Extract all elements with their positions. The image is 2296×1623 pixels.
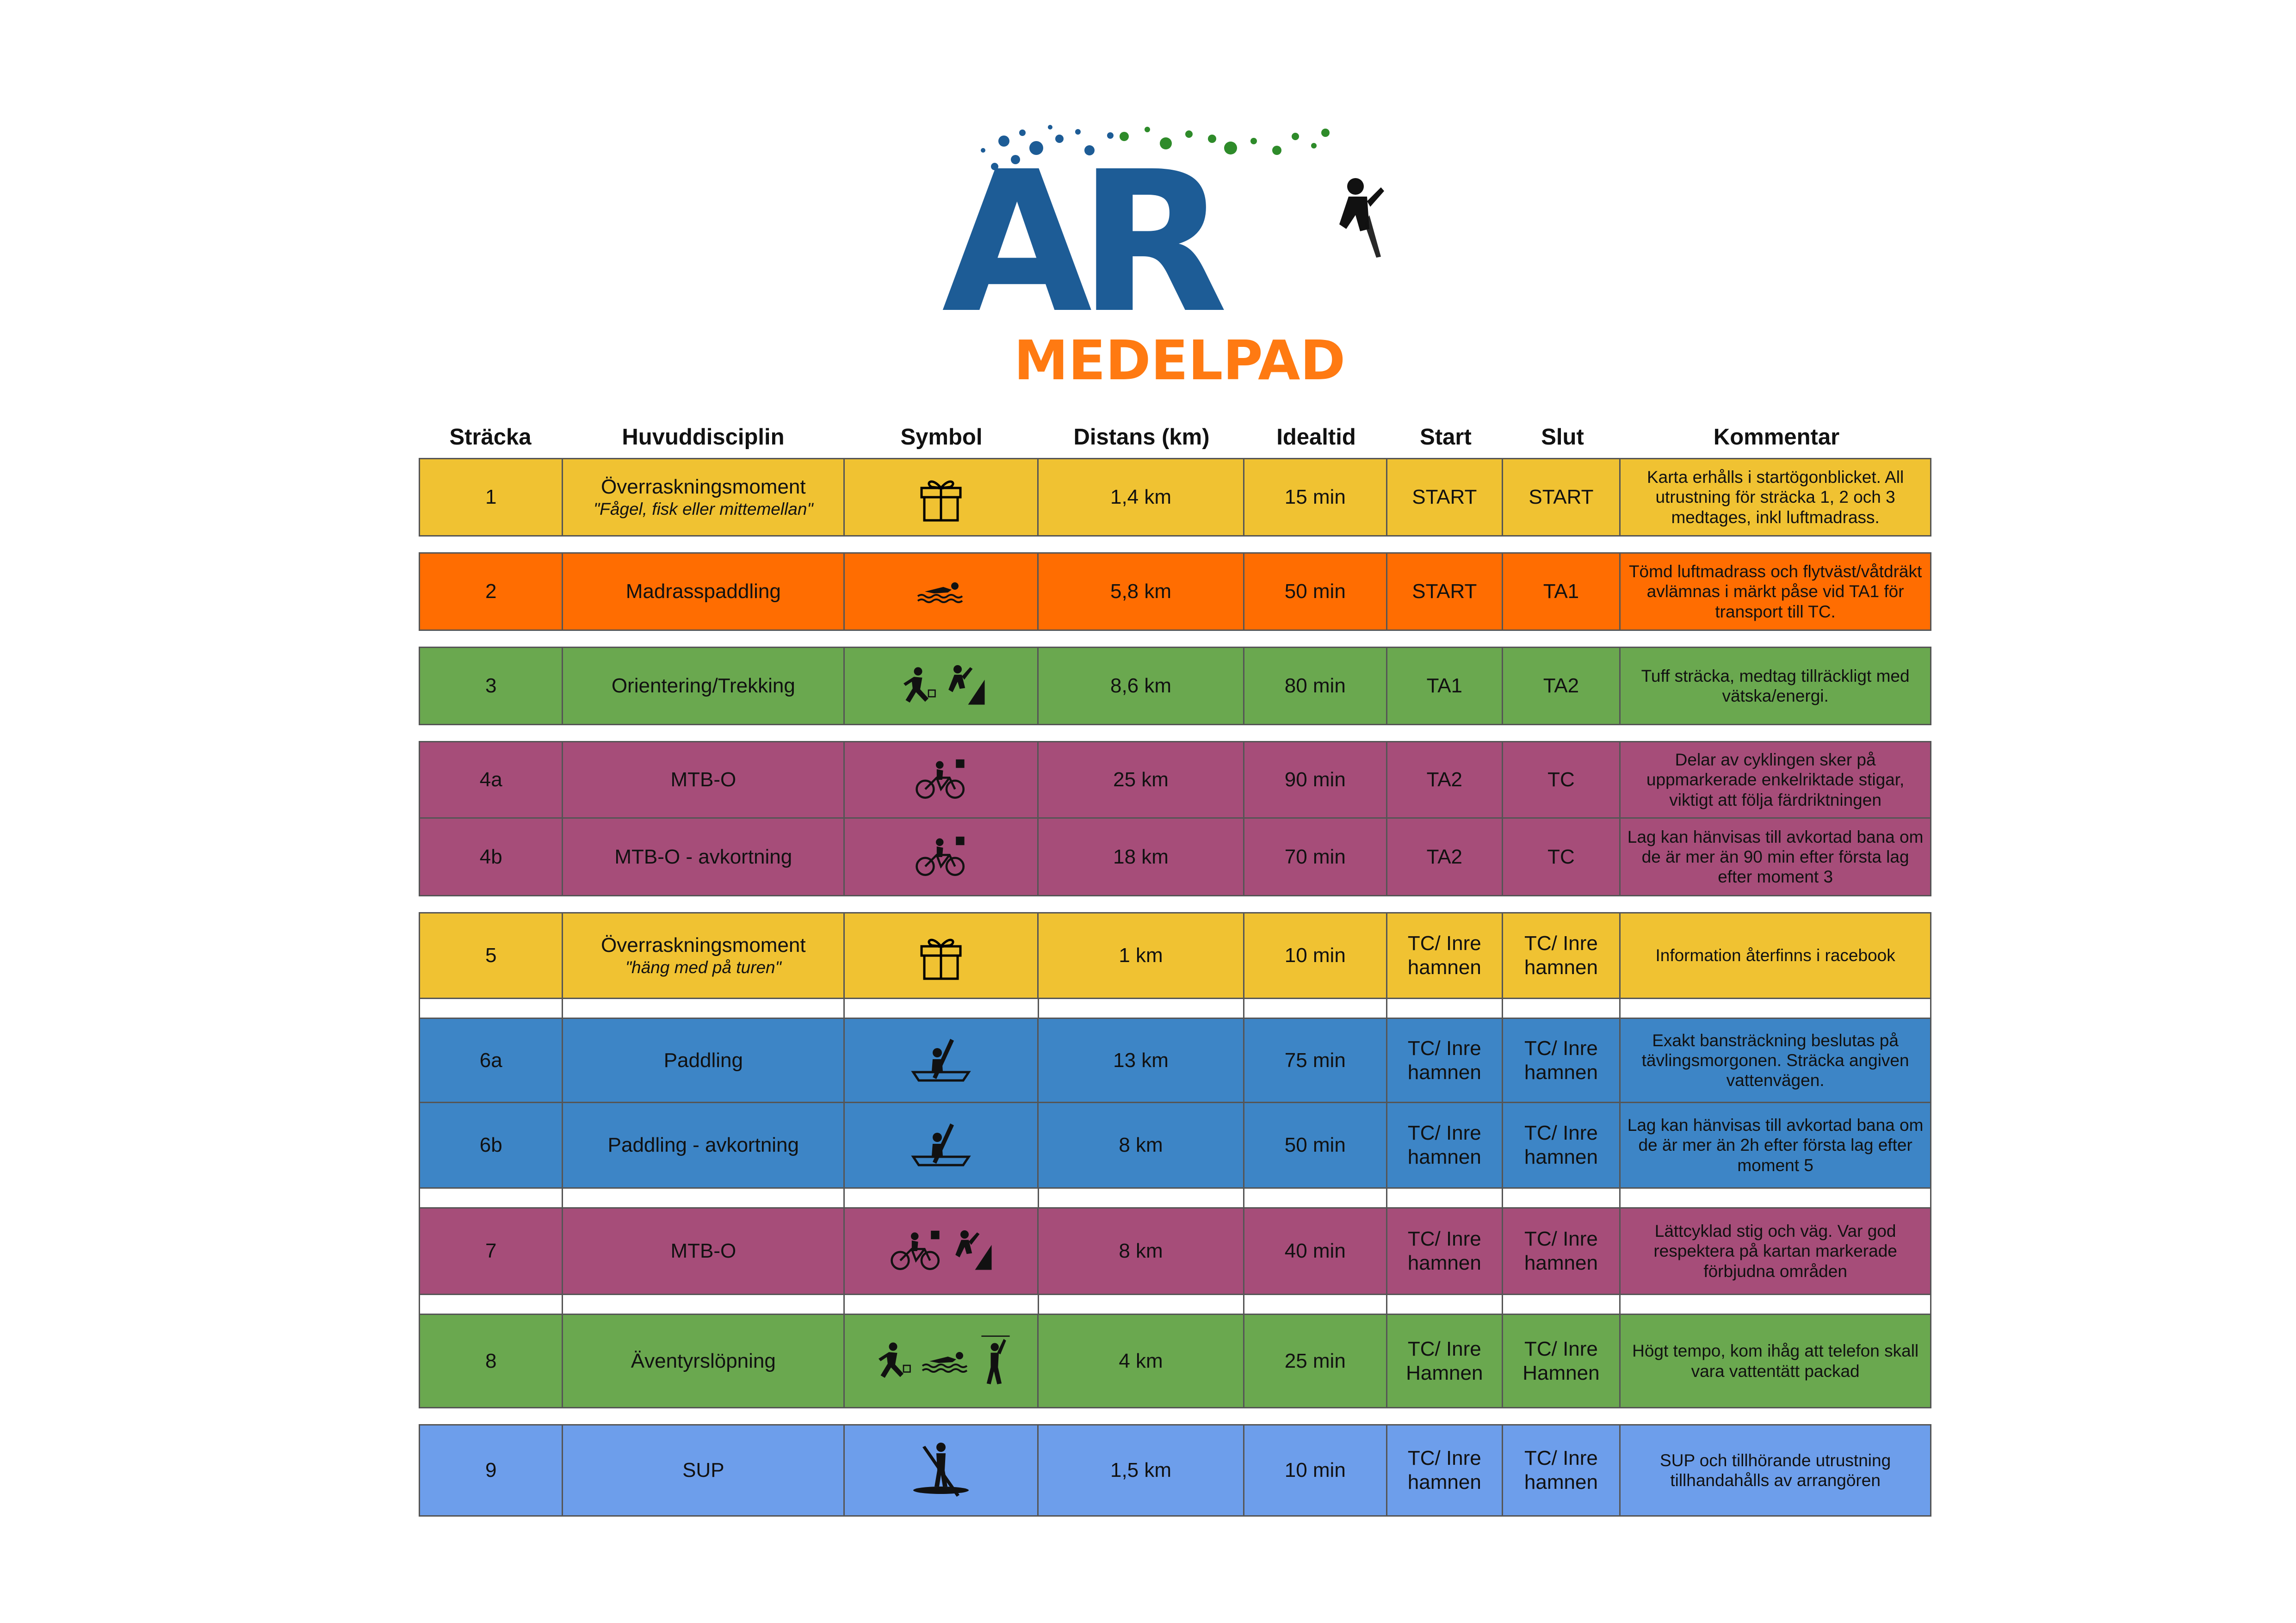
blank-cell [1621, 1189, 1930, 1207]
stage-cell: 9 [420, 1426, 563, 1515]
discipline-name: SUP [682, 1459, 724, 1482]
distance-cell: 8 km [1039, 1209, 1244, 1294]
col-header-end: Slut [1541, 425, 1584, 450]
blank-row [419, 1189, 1931, 1207]
stage-cell: 1 [420, 459, 563, 535]
time-cell: 90 min [1244, 742, 1387, 817]
col-header-comment: Kommentar [1713, 425, 1840, 450]
col-header-distance: Distans (km) [1073, 425, 1210, 450]
start-cell: TA2 [1387, 819, 1503, 895]
time-cell: 50 min [1244, 1103, 1387, 1187]
start-cell: TC/ Inre hamnen [1387, 1103, 1503, 1187]
distance-cell: 1,5 km [1039, 1426, 1244, 1515]
stage-cell: 6a [420, 1019, 563, 1102]
stage-cell: 5 [420, 913, 563, 998]
discipline-name: Överraskningsmoment [601, 475, 806, 499]
comment-cell: Lag kan hänvisas till avkortad bana om de är mer än 90 min efter första lag efter moment 3 [1627, 827, 1924, 887]
blank-cell [1039, 999, 1244, 1018]
climber-icon [952, 1228, 994, 1274]
row-gap [419, 537, 1931, 552]
start-cell: TC/ Inre hamnen [1387, 1019, 1503, 1102]
blank-cell [1244, 999, 1387, 1018]
distance-cell: 1,4 km [1039, 459, 1244, 535]
blank-cell [1621, 1295, 1930, 1314]
discipline-cell [563, 742, 845, 817]
kayak-icon [909, 1120, 973, 1171]
start-cell: TA2 [1387, 742, 1503, 817]
discipline-name: Paddling [663, 1049, 743, 1072]
symbol-cell [845, 648, 1039, 724]
table-row [419, 458, 1931, 537]
gift-icon [918, 930, 964, 981]
discipline-cell [563, 1103, 845, 1187]
stage-cell: 4b [420, 819, 563, 895]
blank-cell [1387, 999, 1503, 1018]
cyclist-icon [913, 759, 969, 801]
end-cell: TC [1503, 819, 1621, 895]
stage-cell: 3 [420, 648, 563, 724]
table-row [419, 1314, 1931, 1408]
table-row [419, 819, 1931, 896]
end-cell: TC [1503, 742, 1621, 817]
blank-cell [563, 1189, 845, 1207]
row-gap [419, 725, 1931, 741]
blank-cell [563, 1295, 845, 1314]
col-header-time: Idealtid [1276, 425, 1356, 450]
row-gap [419, 631, 1931, 647]
time-cell: 80 min [1244, 648, 1387, 724]
distance-cell: 8,6 km [1039, 648, 1244, 724]
comment-cell: Information återfinns i racebook [1655, 946, 1895, 965]
start-cell: TC/ Inre hamnen [1387, 913, 1503, 998]
symbol-cell [845, 459, 1039, 535]
discipline-cell [563, 648, 845, 724]
svg-text:MEDELPAD: MEDELPAD [1014, 328, 1346, 392]
comment-cell: SUP och tillhörande utrustning tillhandahålls av arrangören [1660, 1450, 1891, 1490]
end-cell: TC/ Inre hamnen [1503, 1209, 1621, 1294]
distance-cell: 13 km [1039, 1019, 1244, 1102]
distance-cell: 4 km [1039, 1315, 1244, 1407]
rope-climber-icon [979, 1333, 1012, 1389]
discipline-cell [563, 1426, 845, 1515]
start-cell: TA1 [1387, 648, 1503, 724]
blank-cell [420, 1295, 563, 1314]
symbol-cell [845, 1019, 1039, 1102]
blank-cell [1039, 1295, 1244, 1314]
comment-cell: Högt tempo, kom ihåg att telefon skall vara vattentätt packad [1632, 1341, 1919, 1381]
blank-cell [1387, 1295, 1503, 1314]
svg-text:AR: AR [941, 130, 1214, 356]
distance-cell: 8 km [1039, 1103, 1244, 1187]
end-cell: TA1 [1503, 554, 1621, 629]
distance-cell: 5,8 km [1039, 554, 1244, 629]
table-row [419, 552, 1931, 631]
stage-cell: 7 [420, 1209, 563, 1294]
discipline-subtitle: "häng med på turen" [625, 958, 781, 977]
runner-icon [870, 1340, 912, 1382]
end-cell: TC/ Inre Hamnen [1503, 1315, 1621, 1407]
symbol-cell [845, 819, 1039, 895]
table-row [419, 1018, 1931, 1103]
blank-cell [420, 1189, 563, 1207]
schedule-table [419, 419, 1931, 1517]
time-cell: 10 min [1244, 1426, 1387, 1515]
discipline-name: Överraskningsmoment [601, 934, 806, 957]
blank-cell [1503, 1189, 1621, 1207]
discipline-name: Madrasspaddling [625, 580, 781, 603]
symbol-cell [845, 554, 1039, 629]
table-row [419, 1424, 1931, 1517]
ar-medelpad-logo [941, 123, 1388, 392]
discipline-name: Orientering/Trekking [611, 674, 795, 697]
row-gap [419, 896, 1931, 912]
time-cell: 40 min [1244, 1209, 1387, 1294]
blank-cell [1244, 1295, 1387, 1314]
discipline-name: Paddling - avkortning [607, 1134, 799, 1157]
runner-icon [895, 665, 937, 707]
end-cell: START [1503, 459, 1621, 535]
swimmer-icon [916, 578, 966, 605]
discipline-name: MTB-O [670, 768, 736, 791]
kayak-icon [909, 1035, 973, 1086]
discipline-cell [563, 1019, 845, 1102]
discipline-cell [563, 554, 845, 629]
end-cell: TC/ Inre hamnen [1503, 913, 1621, 998]
stage-cell: 6b [420, 1103, 563, 1187]
symbol-cell [845, 1209, 1039, 1294]
time-cell: 10 min [1244, 913, 1387, 998]
discipline-subtitle: "Fågel, fisk eller mittemellan" [594, 500, 813, 519]
start-cell: START [1387, 459, 1503, 535]
blank-cell [1244, 1189, 1387, 1207]
col-header-symbol: Symbol [900, 425, 983, 450]
cyclist-icon [888, 1230, 944, 1272]
symbol-cell [845, 1103, 1039, 1187]
distance-cell: 18 km [1039, 819, 1244, 895]
time-cell: 70 min [1244, 819, 1387, 895]
start-cell: TC/ Inre Hamnen [1387, 1315, 1503, 1407]
discipline-cell [563, 1315, 845, 1407]
sup-icon [909, 1440, 973, 1500]
table-row [419, 1207, 1931, 1295]
discipline-cell [563, 459, 845, 535]
discipline-name: MTB-O - avkortning [614, 845, 792, 868]
blank-cell [1387, 1189, 1503, 1207]
discipline-cell [563, 1209, 845, 1294]
col-header-stage: Sträcka [449, 425, 532, 450]
table-body [419, 458, 1931, 1517]
blank-cell [1503, 1295, 1621, 1314]
symbol-cell [845, 1315, 1039, 1407]
climber-icon [945, 663, 987, 709]
time-cell: 75 min [1244, 1019, 1387, 1102]
comment-cell: Delar av cyklingen sker på uppmarkerade enkelriktade stigar, viktigt att följa färdriktningen [1646, 750, 1905, 809]
table-row [419, 912, 1931, 999]
blank-cell [420, 999, 563, 1018]
comment-cell: Tuff sträcka, medtag tillräckligt med vätska/energi. [1641, 666, 1910, 705]
blank-row [419, 1295, 1931, 1314]
gift-icon [918, 472, 964, 523]
blank-cell [845, 1295, 1039, 1314]
swimmer-icon [920, 1347, 971, 1375]
discipline-name: Äventyrslöpning [631, 1349, 776, 1372]
table-row [419, 741, 1931, 819]
end-cell: TA2 [1503, 648, 1621, 724]
table-header [419, 419, 1931, 456]
blank-cell [563, 999, 845, 1018]
time-cell: 50 min [1244, 554, 1387, 629]
stage-cell: 4a [420, 742, 563, 817]
blank-row [419, 999, 1931, 1018]
start-cell: TC/ Inre hamnen [1387, 1426, 1503, 1515]
symbol-cell [845, 742, 1039, 817]
end-cell: TC/ Inre hamnen [1503, 1019, 1621, 1102]
blank-cell [845, 1189, 1039, 1207]
comment-cell: Exakt bansträckning beslutas på tävlingsmorgonen. Sträcka angiven vattenvägen. [1641, 1031, 1909, 1090]
start-cell: START [1387, 554, 1503, 629]
col-header-start: Start [1420, 425, 1472, 450]
comment-cell: Karta erhålls i startögonblicket. All utrustning för sträcka 1, 2 och 3 medtages, inkl luftmadrass. [1646, 468, 1904, 527]
distance-cell: 25 km [1039, 742, 1244, 817]
discipline-cell [563, 913, 845, 998]
blank-cell [1503, 999, 1621, 1018]
blank-cell [1039, 1189, 1244, 1207]
symbol-cell [845, 913, 1039, 998]
table-row [419, 647, 1931, 725]
blank-cell [845, 999, 1039, 1018]
end-cell: TC/ Inre hamnen [1503, 1103, 1621, 1187]
stage-cell: 8 [420, 1315, 563, 1407]
symbol-cell [845, 1426, 1039, 1515]
distance-cell: 1 km [1039, 913, 1244, 998]
end-cell: TC/ Inre hamnen [1503, 1426, 1621, 1515]
cyclist-icon [913, 836, 969, 878]
discipline-cell [563, 819, 845, 895]
stage-cell: 2 [420, 554, 563, 629]
blank-cell [1621, 999, 1930, 1018]
col-header-discipline: Huvuddisciplin [622, 425, 785, 450]
time-cell: 25 min [1244, 1315, 1387, 1407]
comment-cell: Lättcyklad stig och väg. Var god respektera på kartan markerade förbjudna områden [1653, 1222, 1897, 1281]
row-gap [419, 1408, 1931, 1424]
time-cell: 15 min [1244, 459, 1387, 535]
start-cell: TC/ Inre hamnen [1387, 1209, 1503, 1294]
table-row [419, 1103, 1931, 1189]
comment-cell: Tömd luftmadrass och flytväst/våtdräkt avlämnas i märkt påse vid TA1 för transport till TC. [1628, 562, 1922, 621]
discipline-name: MTB-O [670, 1240, 736, 1263]
comment-cell: Lag kan hänvisas till avkortad bana om de är mer än 2h efter första lag efter moment 5 [1627, 1116, 1924, 1175]
